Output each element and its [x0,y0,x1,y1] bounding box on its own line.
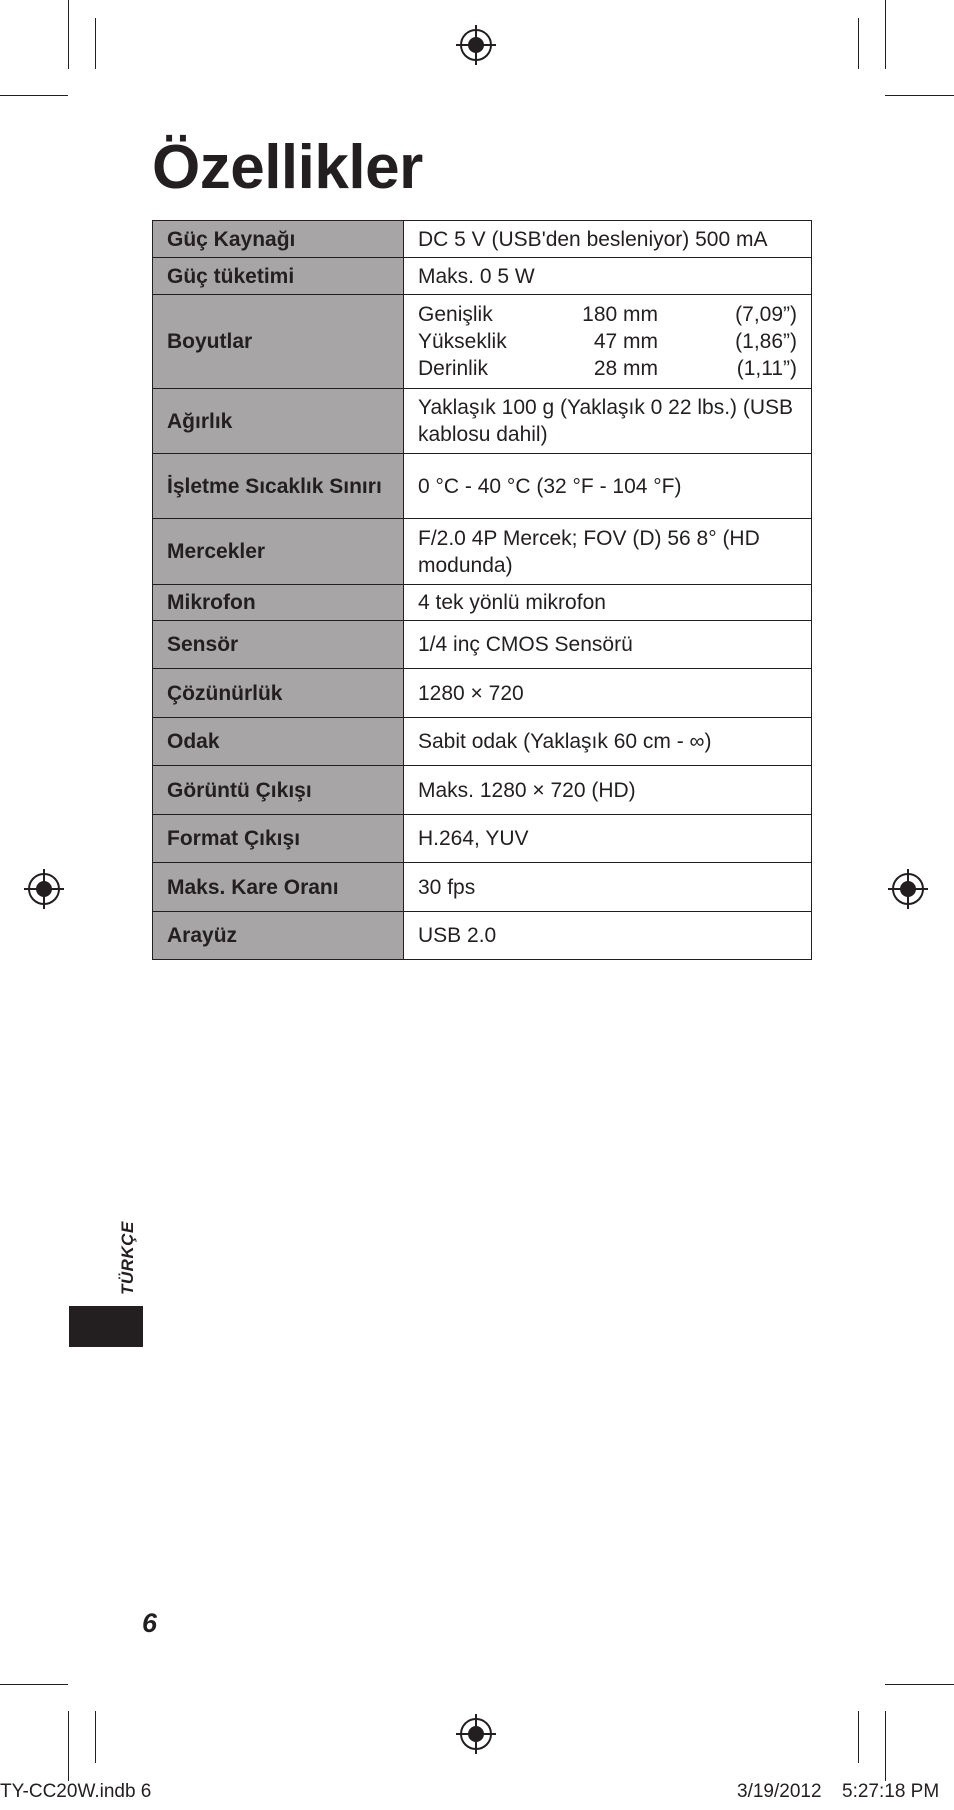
crop-mark [95,1711,96,1763]
spec-key: Boyutlar [153,295,404,389]
spec-value: Sabit odak (Yaklaşık 60 cm - ∞) [404,718,812,766]
spec-key: Çözünürlük [153,669,404,718]
dim-mm: 47 mm [593,330,658,353]
spec-key: Ağırlık [153,389,404,454]
spec-table [152,220,812,960]
table-row [153,221,812,258]
spec-value: Maks. 1280 × 720 (HD) [404,766,812,815]
spec-key: Odak [153,718,404,766]
dim-label: Derinlik [418,357,489,380]
spec-value: 30 fps [404,863,812,912]
spec-key: Arayüz [153,912,404,960]
spec-value: 0 °C - 40 °C (32 °F - 104 °F) [404,454,812,519]
dim-inch: (1,11”) [736,357,797,380]
dim-inch: (7,09”) [735,303,797,326]
footer-filename: TY-CC20W.indb 6 [0,1781,152,1802]
crop-mark [885,95,954,96]
crop-mark [858,1711,859,1763]
spec-value: H.264, YUV [404,815,812,863]
table-row [153,766,812,815]
table-row [153,863,812,912]
crop-mark [68,1711,69,1781]
registration-mark-icon [456,25,496,65]
spec-value: F/2.0 4P Mercek; FOV (D) 56 8° (HD modunda) [404,519,812,585]
table-row [153,718,812,766]
page-title: Özellikler [152,133,423,202]
spec-key: Güç tüketimi [153,258,404,295]
footer-date: 3/19/2012 [737,1781,822,1802]
crop-mark [858,18,859,69]
spec-key: Mercekler [153,519,404,585]
crop-mark [0,95,68,96]
spec-key: Görüntü Çıkışı [153,766,404,815]
footer-time: 5:27:18 PM [842,1781,940,1802]
table-row [153,258,812,295]
crop-mark [68,0,69,69]
table-row [153,815,812,863]
table-row [153,669,812,718]
spec-key: Maks. Kare Oranı [153,863,404,912]
spec-value: 4 tek yönlü mikrofon [404,585,812,621]
crop-mark [0,1684,68,1685]
spec-key: Güç Kaynağı [153,221,404,258]
registration-mark-icon [456,1714,496,1754]
spec-value: USB 2.0 [404,912,812,960]
table-row [153,389,812,454]
dimensions-cell [404,295,812,389]
table-row [153,295,812,389]
spec-value: DC 5 V (USB'den besleniyor) 500 mA [404,221,812,258]
table-row [153,912,812,960]
dim-inch: (1,86”) [735,330,797,353]
spec-key: İşletme Sıcaklık Sınırı [153,454,404,519]
dim-mm: 180 mm [582,303,658,326]
dim-label: Genişlik [418,303,493,326]
spec-value: 1/4 inç CMOS Sensörü [404,621,812,669]
spec-value: 1280 × 720 [404,669,812,718]
language-tab [69,1306,143,1347]
dim-label: Yükseklik [418,330,507,353]
table-row [153,621,812,669]
crop-mark [95,18,96,69]
registration-mark-icon [888,869,928,909]
language-label: TÜRKÇE [118,1221,137,1295]
spec-key: Mikrofon [153,585,404,621]
registration-mark-icon [24,869,64,909]
spec-key: Format Çıkışı [153,815,404,863]
table-row [153,585,812,621]
table-row [153,519,812,585]
spec-value: Maks. 0 5 W [404,258,812,295]
crop-mark [885,1684,954,1685]
page-number: 6 [142,1608,158,1638]
table-row [153,454,812,519]
crop-mark [885,1711,886,1781]
dim-mm: 28 mm [593,357,658,380]
spec-value: Yaklaşık 100 g (Yaklaşık 0 22 lbs.) (USB kablosu dahil) [404,389,812,454]
spec-key: Sensör [153,621,404,669]
crop-mark [885,0,886,69]
